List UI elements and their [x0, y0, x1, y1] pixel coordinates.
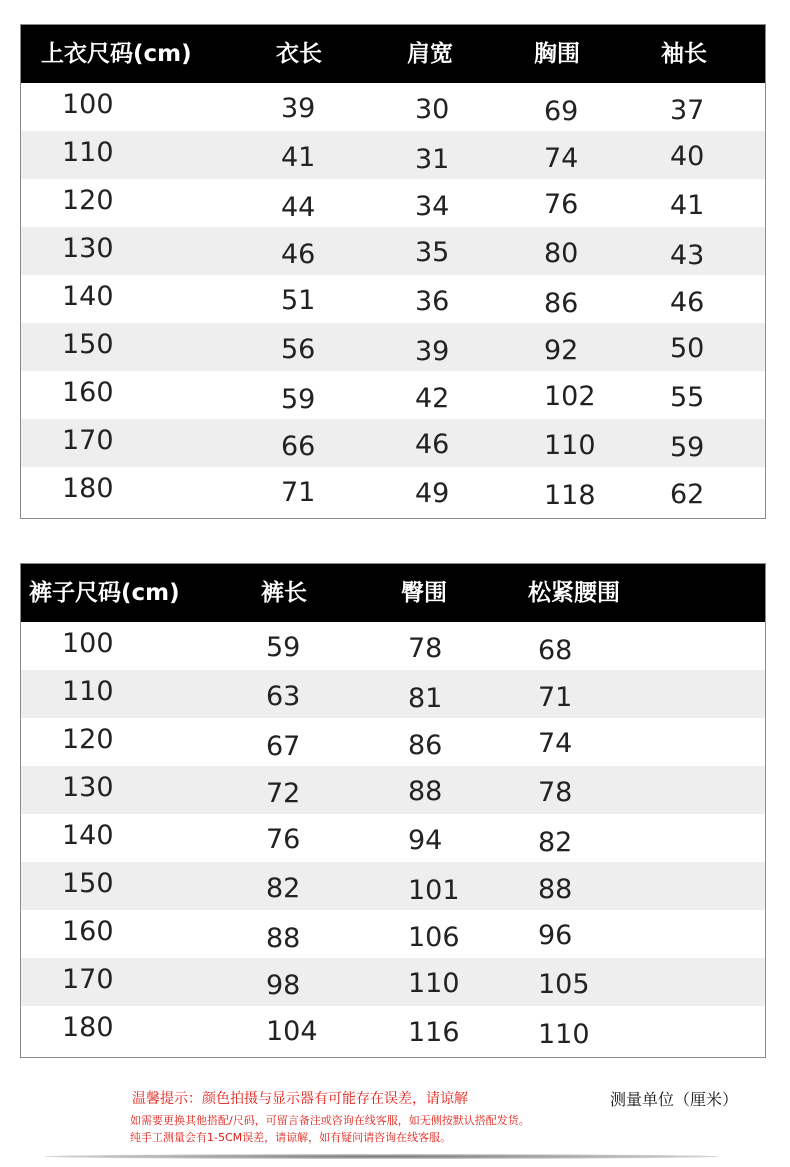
pants-table-cell: 180 — [62, 1012, 114, 1043]
top-table-cell: 51 — [281, 285, 316, 316]
top-table-cell: 71 — [281, 477, 316, 508]
pants-table-cell: 106 — [408, 922, 460, 953]
pants-table-row — [21, 862, 765, 910]
pants-table-cell: 81 — [408, 683, 443, 714]
top-header-sleeve: 袖长 — [661, 41, 707, 67]
top-header-chest: 胸围 — [534, 41, 580, 67]
pants-table-cell: 86 — [408, 730, 443, 761]
pants-table-cell: 110 — [62, 676, 114, 707]
pants-header-length: 裤长 — [261, 580, 307, 606]
top-table-cell: 62 — [670, 479, 705, 510]
pants-table-cell: 72 — [266, 778, 301, 809]
pants-table-header — [21, 564, 765, 622]
pants-table-row — [21, 718, 765, 766]
top-table-cell: 160 — [62, 377, 114, 408]
top-table-cell: 110 — [544, 430, 596, 461]
pants-table-cell: 150 — [62, 868, 114, 899]
pants-table-cell: 88 — [408, 776, 443, 807]
pants-table-cell: 170 — [62, 964, 114, 995]
measurement-unit-label: 测量单位（厘米） — [610, 1090, 739, 1109]
pants-table-cell: 110 — [408, 968, 460, 999]
pants-header-size: 裤子尺码(cm) — [29, 580, 180, 606]
pants-table-cell: 110 — [538, 1019, 590, 1050]
pants-table-cell: 130 — [62, 772, 114, 803]
pants-table-cell: 78 — [408, 633, 443, 664]
top-table-row — [21, 371, 765, 419]
pants-table-cell: 101 — [408, 875, 460, 906]
top-table-cell: 150 — [62, 329, 114, 360]
pants-table-cell: 76 — [266, 824, 301, 855]
pants-table-cell: 68 — [538, 635, 573, 666]
top-table-row — [21, 323, 765, 371]
top-table-header — [21, 25, 765, 83]
top-table-cell: 44 — [281, 192, 316, 223]
pants-table-row — [21, 958, 765, 1006]
top-table-cell: 80 — [544, 238, 579, 269]
pants-table-cell: 116 — [408, 1017, 460, 1048]
top-table-cell: 55 — [670, 382, 705, 413]
top-header-size: 上衣尺码(cm) — [41, 41, 192, 67]
top-table-cell: 102 — [544, 381, 596, 412]
top-table-cell: 34 — [415, 191, 450, 222]
top-table-cell: 37 — [670, 95, 705, 126]
top-table-cell: 30 — [415, 94, 450, 125]
top-table-cell: 74 — [544, 143, 579, 174]
top-header-length: 衣长 — [276, 41, 322, 67]
top-table-cell: 31 — [415, 144, 450, 175]
top-table-row — [21, 131, 765, 179]
pants-table-cell: 98 — [266, 970, 301, 1001]
pants-table-cell: 120 — [62, 724, 114, 755]
pants-table-cell: 88 — [266, 923, 301, 954]
measurement-error-note: 纯手工测量会有1-5CM误差，请谅解，如有疑问请咨询在线客服。 — [130, 1131, 452, 1144]
top-table-cell: 42 — [415, 383, 450, 414]
top-table-row — [21, 275, 765, 323]
pants-table-cell: 160 — [62, 916, 114, 947]
pants-table-cell: 104 — [266, 1016, 318, 1047]
top-table-row — [21, 467, 765, 515]
top-table-cell: 56 — [281, 334, 316, 365]
top-table-cell: 50 — [670, 333, 705, 364]
pants-table-row — [21, 766, 765, 814]
top-table-cell: 120 — [62, 185, 114, 216]
color-reminder-note: 温馨提示：颜色拍摄与显示器有可能存在误差，请谅解 — [132, 1091, 468, 1107]
top-table-cell: 59 — [281, 384, 316, 415]
top-table-cell: 46 — [670, 287, 705, 318]
top-table-row — [21, 227, 765, 275]
pants-table-cell: 78 — [538, 777, 573, 808]
pants-table-cell: 88 — [538, 874, 573, 905]
pants-table-cell: 105 — [538, 969, 590, 1000]
pants-table-cell: 67 — [266, 731, 301, 762]
top-table-cell: 69 — [544, 96, 579, 127]
pants-table-row — [21, 1006, 765, 1054]
pants-table-cell: 82 — [266, 873, 301, 904]
pants-table-cell: 140 — [62, 820, 114, 851]
top-header-shoulder: 肩宽 — [407, 41, 453, 67]
pants-header-hip: 臀围 — [401, 580, 447, 606]
top-table-cell: 92 — [544, 335, 579, 366]
pants-size-table — [20, 563, 766, 1058]
pants-table-row — [21, 622, 765, 670]
top-size-table — [20, 24, 766, 519]
exchange-note: 如需要更换其他搭配/尺码，可留言备注或咨询在线客服，如无侧按默认搭配发货。 — [130, 1114, 530, 1127]
pants-table-cell: 96 — [538, 920, 573, 951]
top-table-cell: 36 — [415, 286, 450, 317]
pants-table-row — [21, 670, 765, 718]
top-table-cell: 180 — [62, 473, 114, 504]
top-table-cell: 140 — [62, 281, 114, 312]
pants-table-cell: 63 — [266, 681, 301, 712]
bottom-shadow-divider — [44, 1154, 720, 1159]
top-table-cell: 110 — [62, 137, 114, 168]
pants-table-row — [21, 814, 765, 862]
top-table-cell: 39 — [281, 93, 316, 124]
top-table-cell: 41 — [670, 190, 705, 221]
top-table-cell: 40 — [670, 141, 705, 172]
top-table-cell: 59 — [670, 432, 705, 463]
pants-table-cell: 71 — [538, 682, 573, 713]
pants-table-cell: 82 — [538, 827, 573, 858]
top-table-cell: 43 — [670, 240, 705, 271]
pants-header-waist: 松紧腰围 — [528, 580, 620, 606]
top-table-row — [21, 419, 765, 467]
top-table-cell: 86 — [544, 288, 579, 319]
top-table-row — [21, 179, 765, 227]
top-table-cell: 66 — [281, 431, 316, 462]
top-table-cell: 39 — [415, 336, 450, 367]
top-table-cell: 46 — [415, 429, 450, 460]
top-table-cell: 49 — [415, 478, 450, 509]
pants-table-cell: 100 — [62, 628, 114, 659]
top-table-cell: 46 — [281, 239, 316, 270]
top-table-cell: 170 — [62, 425, 114, 456]
top-table-row — [21, 83, 765, 131]
pants-table-cell: 59 — [266, 632, 301, 663]
top-table-cell: 41 — [281, 142, 316, 173]
top-table-cell: 100 — [62, 89, 114, 120]
top-table-cell: 130 — [62, 233, 114, 264]
top-table-cell: 118 — [544, 480, 596, 511]
top-table-cell: 76 — [544, 189, 579, 220]
top-table-cell: 35 — [415, 237, 450, 268]
pants-table-row — [21, 910, 765, 958]
pants-table-cell: 94 — [408, 825, 443, 856]
pants-table-cell: 74 — [538, 728, 573, 759]
